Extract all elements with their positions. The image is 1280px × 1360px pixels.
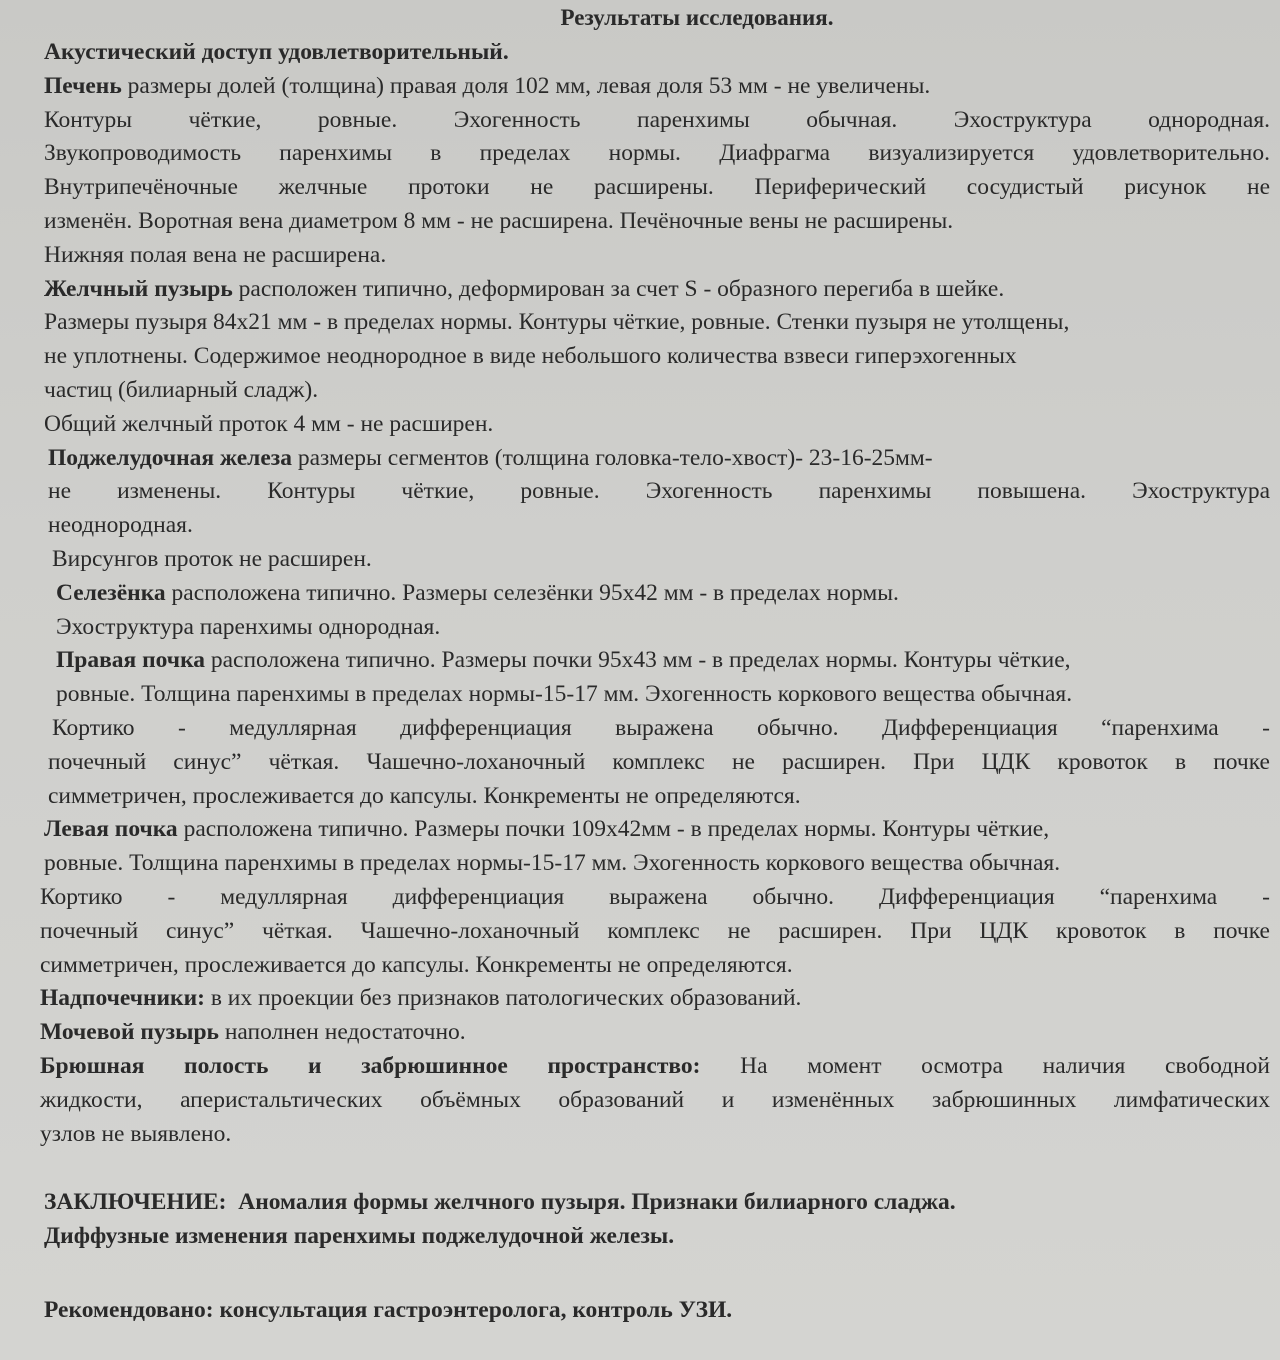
- report-line: [40, 949, 1270, 983]
- report-line: [44, 374, 1270, 408]
- line-text: Вирсунгов проток не расширен.: [52, 545, 372, 572]
- report-line: [44, 442, 1270, 476]
- line-text: в их проекции без признаков патологических образований.: [204, 985, 802, 1012]
- line-heading: Селезёнка: [56, 579, 166, 606]
- report-line: [40, 982, 1270, 1016]
- line-heading: Мочевой пузырь: [40, 1019, 219, 1046]
- report-line: [44, 104, 1270, 138]
- report-line: [44, 239, 1270, 273]
- report-line: [44, 644, 1270, 678]
- line-text: наполнен недостаточно.: [218, 1019, 466, 1046]
- line-text: симметричен, прослеживается до капсулы. Конкременты не определяются.: [40, 951, 793, 978]
- line-text: почечный синус” чёткая. Чашечно-лоханочный комплекс не расширен. При ЦДК кровоток в почке: [40, 917, 1270, 944]
- report-line: [44, 509, 1270, 543]
- line-text: Контуры чёткие, ровные. Эхогенность паренхимы обычная. Эхоструктура однородная.: [44, 106, 1270, 133]
- report-line: [44, 36, 1270, 70]
- spacer: [44, 1151, 1270, 1185]
- report-line: [40, 1050, 1270, 1084]
- conclusion-line-2: [44, 1219, 1270, 1253]
- line-text: ровные. Толщина паренхимы в пределах нормы-15-17 мм. Эхогенность коркового вещества обычная.: [44, 850, 1061, 877]
- line-text: размеры сегментов (толщина головка-тело-хвост)- 23-16-25мм-: [292, 444, 933, 471]
- line-heading: Правая почка: [56, 647, 205, 674]
- line-heading: Желчный пузырь: [44, 275, 233, 302]
- line-text: симметричен, прослеживается до капсулы. Конкременты не определяются.: [48, 782, 801, 809]
- line-text: Кортико - медуллярная дифференциация выражена обычно. Дифференциация “паренхима -: [40, 883, 1270, 910]
- line-text: жидкости, аперистальтических объёмных образований и изменённых забрюшинных лимфатических: [40, 1086, 1270, 1113]
- report-line: [44, 340, 1270, 374]
- line-text: расположен типично, деформирован за счет S - образного перегиба в шейке.: [232, 275, 1005, 302]
- line-text: ровные. Толщина паренхимы в пределах нормы-15-17 мм. Эхогенность коркового вещества обычная.: [56, 681, 1073, 708]
- report-line: [40, 1118, 1270, 1152]
- conclusion-text-2: Диффузные изменения паренхимы поджелудочной железы.: [44, 1223, 675, 1250]
- line-text: не изменены. Контуры чёткие, ровные. Эхогенность паренхимы повышена. Эхоструктура: [48, 478, 1270, 505]
- line-text: почечный синус” чёткая. Чашечно-лоханочный комплекс не расширен. При ЦДК кровоток в почке: [48, 748, 1270, 775]
- line-text: не уплотнены. Содержимое неоднородное в виде небольшого количества взвеси гиперэхогенных: [44, 343, 1017, 370]
- report-line: [40, 915, 1270, 949]
- report-line: [40, 881, 1270, 915]
- line-text: расположена типично. Размеры почки 95х43 мм - в пределах нормы. Контуры чёткие,: [205, 647, 1071, 674]
- line-text: расположена типично. Размеры почки 109х42мм - в пределах нормы. Контуры чёткие,: [177, 816, 1050, 843]
- conclusion-label: ЗАКЛЮЧЕНИЕ:: [44, 1189, 227, 1216]
- line-text: расположена типично. Размеры селезёнки 95х42 мм - в пределах нормы.: [165, 579, 899, 606]
- conclusion-text-1: Аномалия формы желчного пузыря. Признаки билиарного сладжа.: [238, 1189, 956, 1216]
- spacer: [44, 1253, 1270, 1293]
- report-line: [44, 273, 1270, 307]
- line-text: Внутрипечёночные желчные протоки не расширены. Периферический сосудистый рисунок не: [44, 174, 1270, 201]
- line-heading: Поджелудочная железа: [48, 444, 292, 471]
- line-text: Кортико - медуллярная дифференциация выражена обычно. Дифференциация “паренхима -: [52, 714, 1270, 741]
- document-title: Результаты исследования.: [560, 5, 834, 30]
- report-line: [44, 205, 1270, 239]
- report-line: [44, 408, 1270, 442]
- line-text: изменён. Воротная вена диаметром 8 мм - не расширена. Печёночные вены не расширены.: [44, 207, 954, 234]
- report-line: [44, 306, 1270, 340]
- report-line: [44, 712, 1270, 746]
- line-text: Эхоструктура паренхимы однородная.: [56, 613, 441, 640]
- report-line: [44, 746, 1270, 780]
- line-text: узлов не выявлено.: [40, 1120, 232, 1147]
- line-heading: Акустический доступ удовлетворительный.: [44, 39, 509, 65]
- report-line: [44, 171, 1270, 205]
- report-line: [40, 1016, 1270, 1050]
- line-heading: Брюшная полость и забрюшинное пространство:: [40, 1052, 701, 1079]
- report-line: [44, 577, 1270, 611]
- conclusion-line-1: [44, 1185, 1270, 1219]
- report-line: [44, 847, 1270, 881]
- report-line: [44, 813, 1270, 847]
- line-text: Звукопроводимость паренхимы в пределах нормы. Диафрагма визуализируется удовлетворительно.: [44, 140, 1270, 167]
- line-heading: Печень: [44, 72, 122, 99]
- line-text: частиц (билиарный сладж).: [44, 376, 319, 403]
- line-heading: Надпочечники:: [40, 985, 205, 1012]
- line-text: неоднородная.: [48, 512, 193, 539]
- report-line: [44, 780, 1270, 814]
- report-line: [44, 678, 1270, 712]
- report-line: [44, 137, 1270, 171]
- report-line: [44, 475, 1270, 509]
- recommendation: Рекомендовано: консультация гастроэнтеролога, контроль УЗИ.: [44, 1297, 733, 1324]
- line-text: Размеры пузыря 84х21 мм - в пределах нормы. Контуры чёткие, ровные. Стенки пузыря не утолщены,: [44, 309, 1070, 336]
- report-line: [44, 543, 1270, 577]
- line-heading: Левая почка: [44, 816, 178, 843]
- line-text: Общий желчный проток 4 мм - не расширен.: [44, 410, 494, 437]
- line-text: На момент осмотра наличия свободной: [700, 1052, 1270, 1079]
- report-line: [40, 1084, 1270, 1118]
- line-text: Нижняя полая вена не расширена.: [44, 241, 387, 268]
- line-text: размеры долей (толщина) правая доля 102 мм, левая доля 53 мм - не увеличены.: [121, 72, 931, 99]
- report-line: [44, 70, 1270, 104]
- report-line: [44, 611, 1270, 645]
